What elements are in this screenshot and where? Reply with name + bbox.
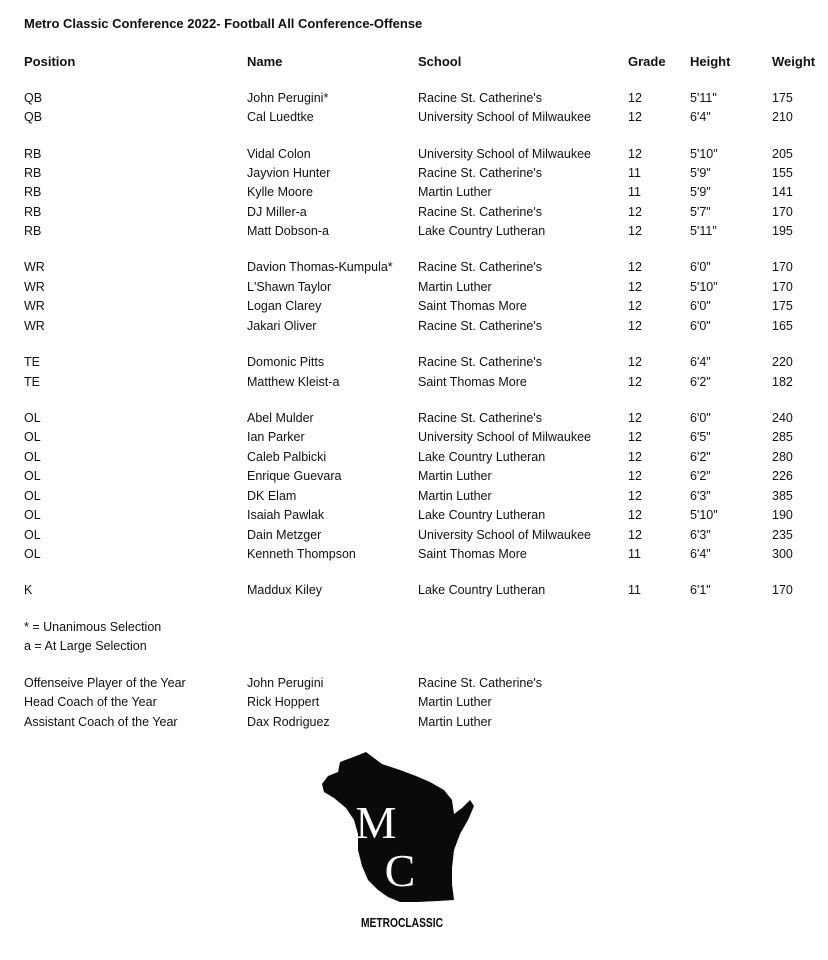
cell-weight: 165 <box>772 319 793 333</box>
header-height: Height <box>690 54 731 69</box>
award-school: Martin Luther <box>418 715 492 729</box>
table-row <box>0 110 828 129</box>
cell-name: Jayvion Hunter <box>247 166 331 180</box>
cell-grade: 12 <box>628 469 642 483</box>
cell-grade: 12 <box>628 280 642 294</box>
cell-school: Lake Country Lutheran <box>418 450 546 464</box>
cell-height: 5'10" <box>690 508 718 522</box>
cell-position: OL <box>24 469 41 483</box>
cell-name: Abel Mulder <box>247 411 314 425</box>
cell-grade: 11 <box>628 547 641 561</box>
cell-name: Davion Thomas-Kumpula* <box>247 260 393 274</box>
cell-height: 6'4" <box>690 547 711 561</box>
header-grade: Grade <box>628 54 666 69</box>
cell-weight: 141 <box>772 185 793 199</box>
cell-grade: 12 <box>628 411 642 425</box>
cell-position: OL <box>24 411 41 425</box>
cell-grade: 12 <box>628 430 642 444</box>
cell-school: Saint Thomas More <box>418 299 527 313</box>
cell-name: Kenneth Thompson <box>247 547 356 561</box>
cell-position: OL <box>24 430 41 444</box>
cell-name: Vidal Colon <box>247 147 311 161</box>
table-row <box>0 489 828 508</box>
cell-height: 6'3" <box>690 528 711 542</box>
cell-name: Dain Metzger <box>247 528 322 542</box>
table-row <box>0 166 828 185</box>
cell-weight: 170 <box>772 280 793 294</box>
cell-grade: 12 <box>628 205 642 219</box>
cell-school: Lake Country Lutheran <box>418 508 546 522</box>
header-name: Name <box>247 54 283 69</box>
table-row <box>0 450 828 469</box>
cell-school: University School of Milwaukee <box>418 110 591 124</box>
cell-grade: 12 <box>628 508 642 522</box>
cell-grade: 12 <box>628 260 642 274</box>
cell-school: Martin Luther <box>418 469 492 483</box>
award-name: Rick Hoppert <box>247 695 320 709</box>
cell-weight: 210 <box>772 110 793 124</box>
header-weight: Weight <box>772 54 816 69</box>
cell-height: 6'0" <box>690 319 711 333</box>
award-title: Offenseive Player of the Year <box>24 676 186 690</box>
award-name: John Perugini <box>247 676 324 690</box>
cell-school: Saint Thomas More <box>418 375 527 389</box>
logo-initial-c: C <box>384 845 416 896</box>
cell-name: Matt Dobson-a <box>247 224 329 238</box>
cell-name: Ian Parker <box>247 430 305 444</box>
cell-position: RB <box>24 224 42 238</box>
cell-school: Racine St. Catherine's <box>418 205 542 219</box>
cell-weight: 182 <box>772 375 793 389</box>
cell-grade: 12 <box>628 450 642 464</box>
cell-school: Lake Country Lutheran <box>418 224 546 238</box>
table-row <box>0 185 828 204</box>
cell-height: 6'0" <box>690 411 711 425</box>
cell-height: 6'2" <box>690 450 711 464</box>
cell-height: 6'0" <box>690 260 711 274</box>
cell-grade: 12 <box>628 528 642 542</box>
cell-position: OL <box>24 547 41 561</box>
cell-school: Martin Luther <box>418 185 492 199</box>
logo-initial-m: M <box>355 797 397 848</box>
cell-position: RB <box>24 166 42 180</box>
cell-name: Logan Clarey <box>247 299 322 313</box>
cell-grade: 12 <box>628 110 642 124</box>
cell-school: Racine St. Catherine's <box>418 411 542 425</box>
table-row <box>0 430 828 449</box>
cell-height: 5'11" <box>690 224 717 238</box>
cell-grade: 12 <box>628 224 642 238</box>
cell-weight: 205 <box>772 147 793 161</box>
cell-school: Martin Luther <box>418 280 492 294</box>
cell-name: Jakari Oliver <box>247 319 317 333</box>
cell-weight: 385 <box>772 489 793 503</box>
table-row <box>0 205 828 224</box>
cell-name: Isaiah Pawlak <box>247 508 325 522</box>
cell-height: 6'5" <box>690 430 711 444</box>
cell-height: 6'2" <box>690 469 711 483</box>
cell-weight: 175 <box>772 299 793 313</box>
header-school: School <box>418 54 462 69</box>
cell-weight: 285 <box>772 430 793 444</box>
cell-position: QB <box>24 110 43 124</box>
cell-height: 5'9" <box>690 185 711 199</box>
cell-position: RB <box>24 205 42 219</box>
cell-position: OL <box>24 528 41 542</box>
table-row <box>0 280 828 299</box>
cell-weight: 195 <box>772 224 793 238</box>
cell-grade: 12 <box>628 299 642 313</box>
cell-position: OL <box>24 508 41 522</box>
cell-grade: 12 <box>628 91 642 105</box>
page-title: Metro Classic Conference 2022- Football All Conference-Offense <box>24 16 423 31</box>
cell-weight: 220 <box>772 355 793 369</box>
cell-name: Matthew Kleist-a <box>247 375 340 389</box>
cell-school: Racine St. Catherine's <box>418 355 542 369</box>
cell-name: Caleb Palbicki <box>247 450 327 464</box>
cell-weight: 300 <box>772 547 793 561</box>
cell-position: WR <box>24 260 45 274</box>
award-title: Head Coach of the Year <box>24 695 157 709</box>
award-name: Dax Rodriguez <box>247 715 330 729</box>
cell-grade: 11 <box>628 166 641 180</box>
award-row <box>0 676 828 695</box>
cell-height: 6'0" <box>690 299 711 313</box>
cell-height: 6'4" <box>690 355 711 369</box>
award-row <box>0 695 828 714</box>
cell-height: 5'10" <box>690 280 718 294</box>
cell-name: DJ Miller-a <box>247 205 307 219</box>
cell-position: WR <box>24 319 45 333</box>
cell-weight: 155 <box>772 166 793 180</box>
award-school: Martin Luther <box>418 695 492 709</box>
cell-school: Racine St. Catherine's <box>418 319 542 333</box>
cell-height: 5'10" <box>690 147 718 161</box>
metro-classic-logo <box>318 750 478 935</box>
cell-weight: 190 <box>772 508 793 522</box>
cell-position: TE <box>24 355 40 369</box>
cell-position: RB <box>24 147 42 161</box>
award-school: Racine St. Catherine's <box>418 676 542 690</box>
cell-height: 6'4" <box>690 110 711 124</box>
cell-weight: 170 <box>772 205 793 219</box>
table-row <box>0 528 828 547</box>
logo-wordmark: METROCLASSIC <box>361 916 443 930</box>
cell-name: John Perugini* <box>247 91 329 105</box>
cell-school: Racine St. Catherine's <box>418 166 542 180</box>
cell-school: Saint Thomas More <box>418 547 527 561</box>
table-row <box>0 319 828 338</box>
header-position: Position <box>24 54 76 69</box>
table-row <box>0 583 828 602</box>
cell-school: Martin Luther <box>418 489 492 503</box>
cell-name: Cal Luedtke <box>247 110 314 124</box>
legend-at-large: a = At Large Selection <box>24 639 147 653</box>
cell-school: University School of Milwaukee <box>418 147 591 161</box>
table-row <box>0 547 828 566</box>
cell-height: 5'7" <box>690 205 711 219</box>
table-row <box>0 411 828 430</box>
cell-position: TE <box>24 375 40 389</box>
cell-name: DK Elam <box>247 489 297 503</box>
cell-school: Racine St. Catherine's <box>418 91 542 105</box>
cell-name: L'Shawn Taylor <box>247 280 332 294</box>
table-row <box>0 260 828 279</box>
table-row <box>0 508 828 527</box>
cell-position: WR <box>24 280 45 294</box>
award-row <box>0 715 828 734</box>
table-row <box>0 147 828 166</box>
cell-name: Enrique Guevara <box>247 469 342 483</box>
cell-school: University School of Milwaukee <box>418 528 591 542</box>
table-row <box>0 375 828 394</box>
table-row <box>0 91 828 110</box>
cell-weight: 235 <box>772 528 793 542</box>
table-row <box>0 299 828 318</box>
cell-school: University School of Milwaukee <box>418 430 591 444</box>
cell-position: WR <box>24 299 45 313</box>
cell-grade: 12 <box>628 147 642 161</box>
cell-name: Domonic Pitts <box>247 355 325 369</box>
award-title: Assistant Coach of the Year <box>24 715 178 729</box>
cell-height: 6'3" <box>690 489 711 503</box>
cell-weight: 226 <box>772 469 793 483</box>
cell-weight: 175 <box>772 91 793 105</box>
cell-grade: 12 <box>628 489 642 503</box>
cell-height: 6'2" <box>690 375 711 389</box>
cell-weight: 240 <box>772 411 793 425</box>
table-row <box>0 469 828 488</box>
cell-weight: 280 <box>772 450 793 464</box>
cell-weight: 170 <box>772 260 793 274</box>
cell-name: Maddux Kiley <box>247 583 323 597</box>
cell-position: OL <box>24 450 41 464</box>
cell-grade: 12 <box>628 319 642 333</box>
cell-position: K <box>24 583 33 597</box>
cell-grade: 12 <box>628 375 642 389</box>
lake-winnebago-icon <box>458 836 466 854</box>
cell-position: OL <box>24 489 41 503</box>
table-row <box>0 355 828 374</box>
cell-height: 5'11" <box>690 91 717 105</box>
cell-grade: 12 <box>628 355 642 369</box>
cell-height: 6'1" <box>690 583 711 597</box>
table-row <box>0 224 828 243</box>
cell-school: Racine St. Catherine's <box>418 260 542 274</box>
cell-school: Lake Country Lutheran <box>418 583 546 597</box>
cell-height: 5'9" <box>690 166 711 180</box>
cell-position: QB <box>24 91 43 105</box>
cell-name: Kylle Moore <box>247 185 313 199</box>
cell-grade: 11 <box>628 185 641 199</box>
cell-weight: 170 <box>772 583 793 597</box>
legend-unanimous: * = Unanimous Selection <box>24 620 162 634</box>
cell-position: RB <box>24 185 42 199</box>
cell-grade: 11 <box>628 583 641 597</box>
table-header <box>0 54 828 72</box>
